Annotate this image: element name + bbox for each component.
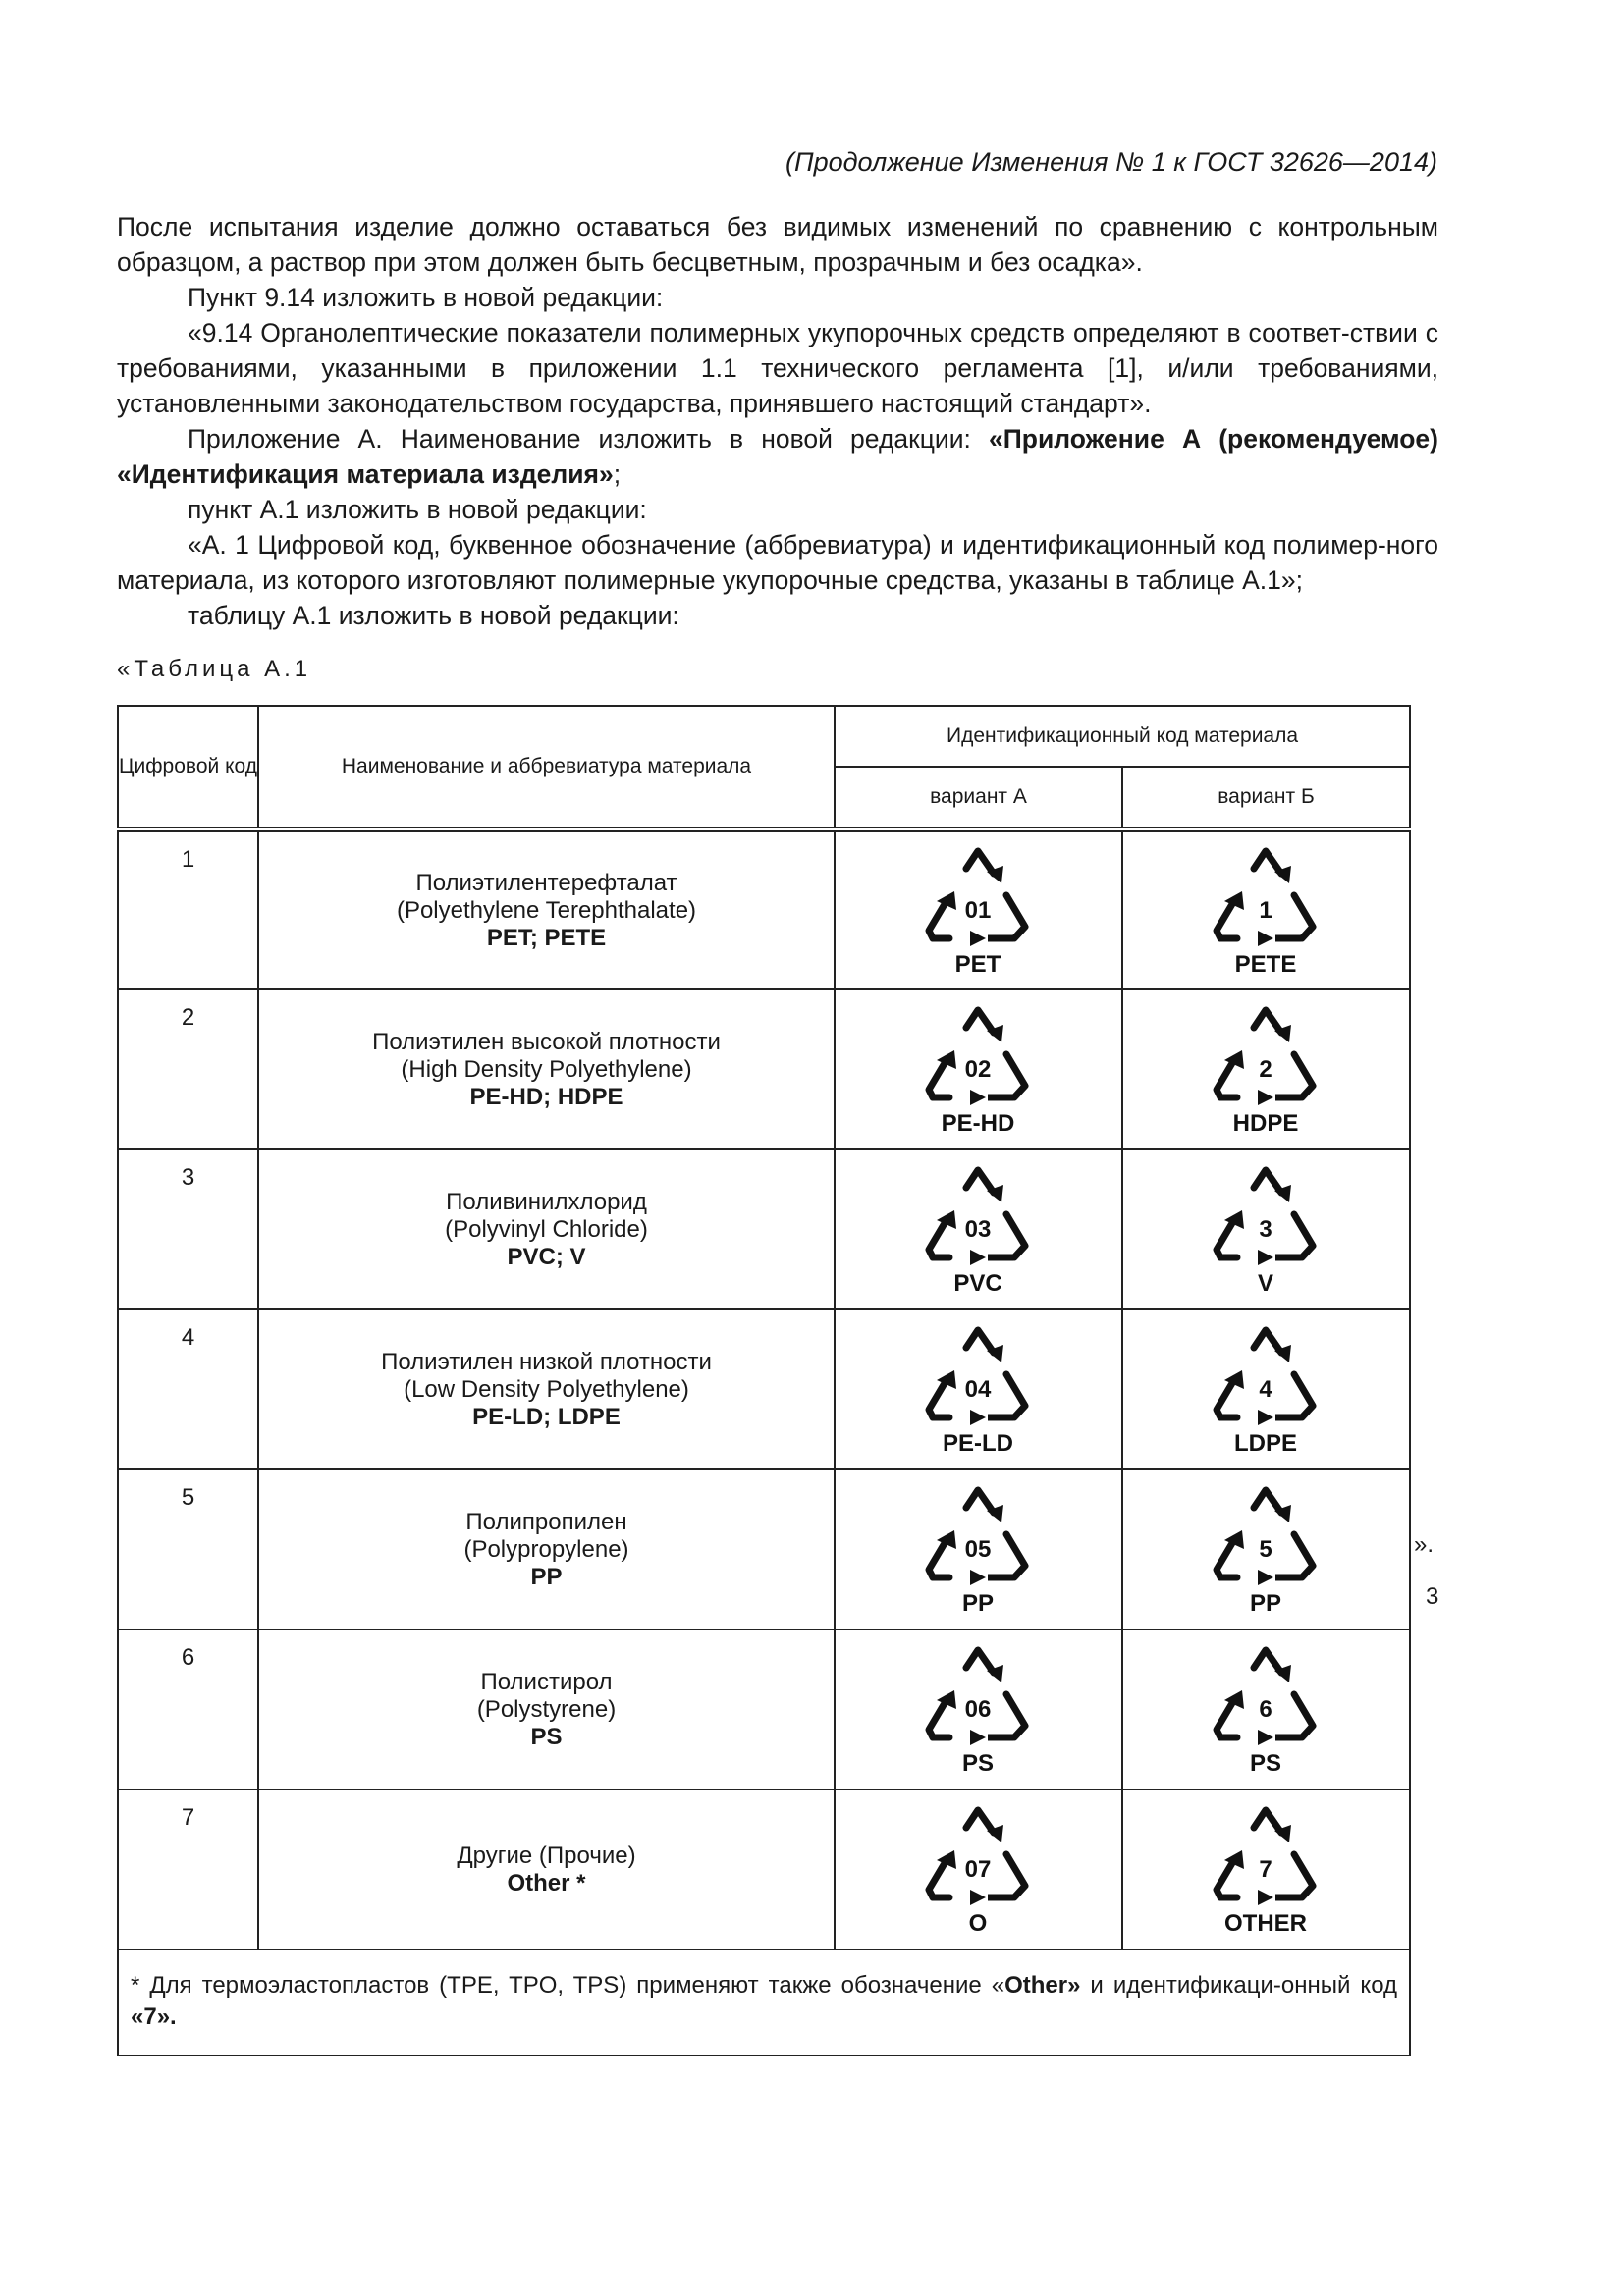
row-code: 7 <box>118 1789 258 1949</box>
variant-b-label: OTHER <box>1223 1910 1307 1936</box>
variant-b-cell <box>1122 989 1410 1149</box>
page-header: (Продолжение Изменения № 1 к ГОСТ 32626—2014) <box>785 147 1437 177</box>
footnote-text-4: «7». <box>131 2003 177 2030</box>
row-name <box>258 1629 835 1789</box>
row-code: 2 <box>118 989 258 1149</box>
variant-b-number: 3 <box>1258 1216 1272 1243</box>
material-abbr: Other * <box>507 1869 586 1896</box>
variant-a-cell <box>835 829 1122 989</box>
variant-b-cell <box>1122 1789 1410 1949</box>
table-row <box>118 1469 1410 1629</box>
variant-b-number: 6 <box>1258 1696 1272 1723</box>
row-name <box>258 1309 835 1469</box>
header-name: Наименование и аббревиатура материала <box>258 706 835 829</box>
recycling-symbol-icon <box>915 1483 1043 1616</box>
row-code: 1 <box>118 829 258 989</box>
paragraph-7: таблицу А.1 изложить в новой редакции: <box>188 601 679 630</box>
recycling-symbol-icon <box>1203 844 1330 977</box>
variant-a-label: PE-HD <box>941 1110 1014 1136</box>
variant-a-label: O <box>968 1910 987 1936</box>
variant-a-cell <box>835 1309 1122 1469</box>
variant-b-label: LDPE <box>1233 1430 1297 1456</box>
header-code: Цифровой код <box>118 706 258 829</box>
footnote-text-1: * Для термоэластопластов (TPE, TPO, TPS) применяют также обозначение « <box>131 1972 1005 1999</box>
recycling-symbol-icon <box>1203 1323 1330 1456</box>
variant-a-cell <box>835 1469 1122 1629</box>
variant-a-label: PP <box>961 1590 994 1616</box>
variant-b-label: V <box>1257 1270 1273 1296</box>
paragraph-6: «А. 1 Цифровой код, буквенное обозначение (аббревиатура) и идентификационный код полимер-ного материала, из которого изготовляют полимерные укупорочные средства, указаны в таблице А.1»; <box>117 530 1438 595</box>
paragraph-4 <box>117 421 1438 492</box>
material-name-ru: Полипропилен <box>465 1508 627 1535</box>
footnote-text-2: Other» <box>1004 1972 1081 1999</box>
recycling-symbol-icon <box>1203 1163 1330 1296</box>
table-row <box>118 829 1410 989</box>
variant-b-number: 5 <box>1258 1536 1272 1563</box>
paragraph-4-end: ; <box>613 459 622 489</box>
variant-a-number: 04 <box>964 1376 991 1403</box>
row-code: 5 <box>118 1469 258 1629</box>
variant-a-number: 03 <box>964 1216 991 1243</box>
variant-a-label: PVC <box>952 1270 1002 1296</box>
header-ident: Идентификационный код материала <box>835 706 1410 767</box>
recycling-symbol-icon <box>915 844 1043 977</box>
material-name-ru: Полистирол <box>480 1668 613 1695</box>
material-abbr: PE-LD; LDPE <box>472 1403 621 1430</box>
material-abbr: PP <box>530 1563 563 1590</box>
material-abbr: PET; PETE <box>486 924 607 951</box>
variant-a-number: 02 <box>964 1056 991 1083</box>
page-number: 3 <box>1426 1583 1439 1610</box>
variant-b-cell <box>1122 1149 1410 1309</box>
recycling-symbol-icon <box>915 1643 1043 1776</box>
recycling-symbol-icon <box>1203 1003 1330 1136</box>
material-name-en: (Low Density Polyethylene) <box>404 1375 689 1403</box>
closing-quote: ». <box>1414 1531 1435 1558</box>
table-row <box>118 1789 1410 1949</box>
recycling-symbol-icon <box>1203 1483 1330 1616</box>
paragraph-2: Пункт 9.14 изложить в новой редакции: <box>188 283 664 312</box>
materials-table <box>117 705 1411 2056</box>
paragraph-3: «9.14 Органолептические показатели полимерных укупорочных средств определяют в соответ-ствии с требованиями, указанными в приложении 1.1 технического регламента [1], и/или требованиями, установленными законодательством государства, принявшего настоящий стандарт». <box>117 318 1438 418</box>
variant-a-number: 06 <box>964 1696 991 1723</box>
variant-b-label: HDPE <box>1232 1110 1298 1136</box>
variant-b-cell <box>1122 1629 1410 1789</box>
material-name-ru: Полиэтилен высокой плотности <box>372 1028 721 1055</box>
recycling-symbol-icon <box>1203 1643 1330 1776</box>
row-name <box>258 989 835 1149</box>
recycling-symbol-icon <box>1203 1803 1330 1936</box>
row-name <box>258 1469 835 1629</box>
material-abbr: PVC; V <box>507 1243 586 1270</box>
variant-a-number: 01 <box>964 897 991 924</box>
variant-b-label: PP <box>1249 1590 1281 1616</box>
variant-a-label: PE-LD <box>942 1430 1013 1456</box>
paragraph-4-normal: Приложение А. Наименование изложить в новой редакции: <box>188 424 990 454</box>
variant-a-cell <box>835 1629 1122 1789</box>
recycling-symbol-icon <box>915 1803 1043 1936</box>
header-variant-b: вариант Б <box>1122 767 1410 829</box>
variant-a-cell <box>835 1789 1122 1949</box>
variant-a-label: PS <box>961 1750 994 1776</box>
material-name-en: (Polystyrene) <box>476 1695 617 1723</box>
variant-b-cell <box>1122 1309 1410 1469</box>
variant-b-number: 7 <box>1258 1856 1272 1883</box>
table-row <box>118 1629 1410 1789</box>
row-name <box>258 1149 835 1309</box>
row-code: 4 <box>118 1309 258 1469</box>
material-name-en: (Polyvinyl Chloride) <box>445 1215 648 1243</box>
appendix-title: «Приложение А (рекомендуемое) «Идентификация материала изделия» <box>117 424 1438 489</box>
paragraph-5: пункт А.1 изложить в новой редакции: <box>188 495 647 524</box>
recycling-symbol-icon <box>915 1003 1043 1136</box>
row-name <box>258 829 835 989</box>
material-name-en: (Polypropylene) <box>463 1535 629 1563</box>
footnote-text-3: и идентификаци-онный код <box>1080 1972 1398 1999</box>
variant-b-cell <box>1122 1469 1410 1629</box>
row-code: 3 <box>118 1149 258 1309</box>
table-footnote <box>118 1949 1410 2056</box>
variant-a-label: PET <box>954 951 1001 977</box>
paragraph-1: После испытания изделие должно оставаться без видимых изменений по сравнению с контрольным образцом, а раствор при этом должен быть бесцветным, прозрачным и без осадка». <box>117 212 1438 277</box>
row-name <box>258 1789 835 1949</box>
variant-a-number: 07 <box>964 1856 991 1883</box>
table-caption: «Таблица А.1 <box>117 656 312 682</box>
material-name-ru: Поливинилхлорид <box>446 1188 647 1215</box>
table-row <box>118 989 1410 1149</box>
variant-a-number: 05 <box>964 1536 991 1563</box>
variant-a-cell <box>835 989 1122 1149</box>
recycling-symbol-icon <box>915 1163 1043 1296</box>
variant-b-cell <box>1122 829 1410 989</box>
material-name-en: (Polyethylene Terephthalate) <box>396 896 697 924</box>
variant-b-number: 2 <box>1258 1056 1272 1083</box>
variant-b-number: 4 <box>1258 1376 1272 1403</box>
material-name-ru: Полиэтилен низкой плотности <box>381 1348 712 1375</box>
material-name-en: (High Density Polyethylene) <box>401 1055 692 1083</box>
row-code: 6 <box>118 1629 258 1789</box>
material-abbr: PE-HD; HDPE <box>469 1083 623 1110</box>
body-text <box>117 209 1438 633</box>
variant-b-label: PS <box>1249 1750 1281 1776</box>
material-abbr: PS <box>530 1723 563 1750</box>
variant-b-label: PETE <box>1234 951 1296 977</box>
recycling-symbol-icon <box>915 1323 1043 1456</box>
variant-a-cell <box>835 1149 1122 1309</box>
table-row <box>118 1309 1410 1469</box>
material-name-ru: Другие (Прочие) <box>457 1842 636 1869</box>
table-row <box>118 1149 1410 1309</box>
material-name-ru: Полиэтилентерефталат <box>415 869 677 896</box>
variant-b-number: 1 <box>1258 897 1272 924</box>
header-variant-a: вариант А <box>835 767 1122 829</box>
